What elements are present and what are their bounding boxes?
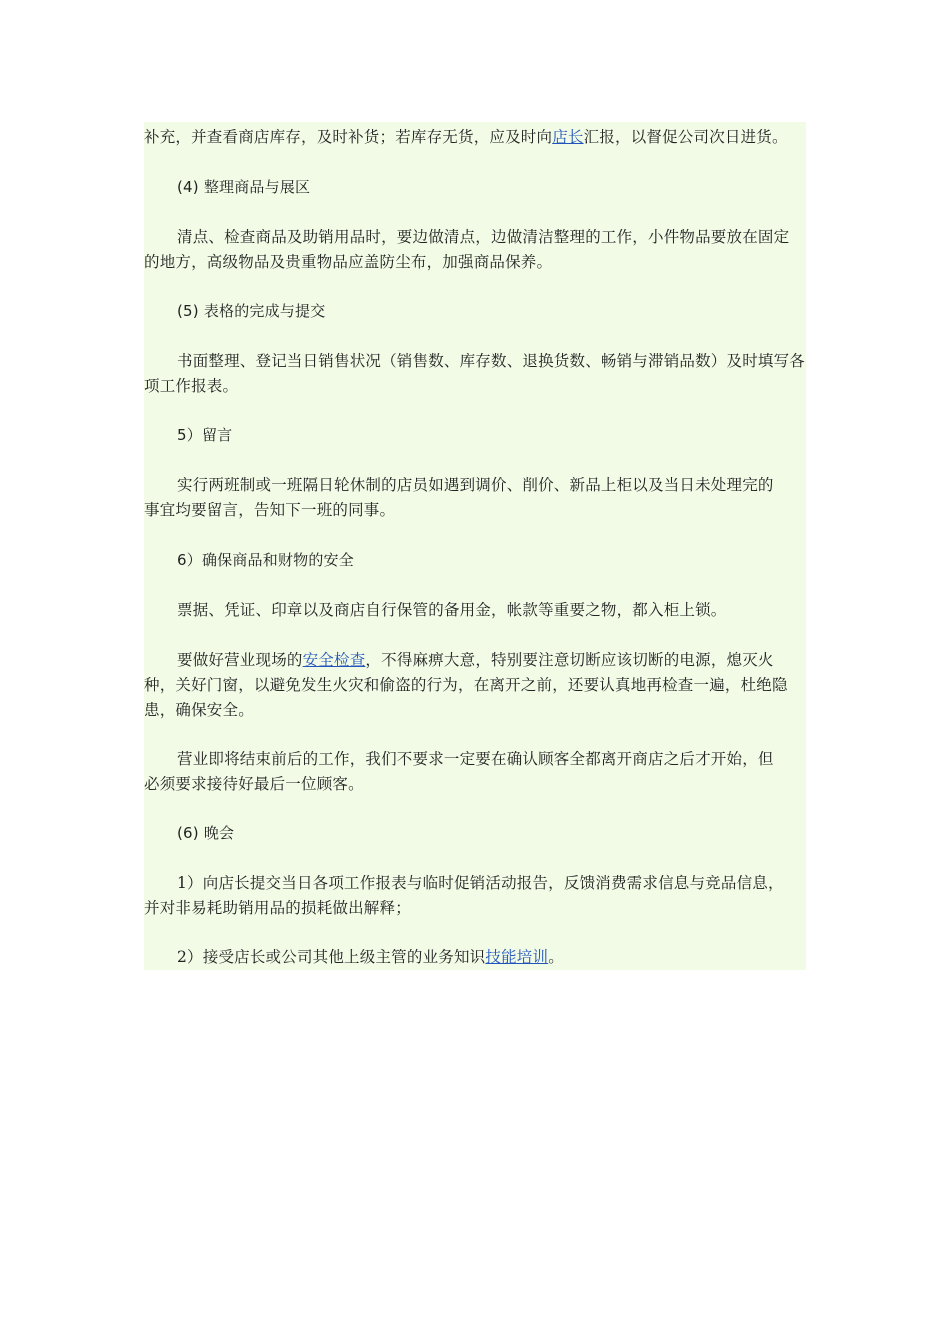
section-heading-safety: 6）确保商品和财物的安全	[177, 551, 354, 569]
section-heading-6: (6) 晚会	[177, 824, 235, 842]
paragraph-line: 1）向店长提交当日各项工作报表与临时促销活动报告，反馈消费需求信息与竞品信息，	[177, 874, 784, 892]
section-heading-message: 5）留言	[177, 426, 233, 444]
text-span: 。	[548, 948, 564, 966]
link-skill-training[interactable]: 技能培训	[485, 948, 549, 966]
paragraph-inventory-check	[144, 225, 806, 275]
section-heading-5: (5) 表格的完成与提交	[177, 302, 326, 320]
paragraph-training	[144, 945, 806, 970]
paragraph-line: 项工作报表。	[144, 377, 239, 395]
text-span: 汇报，以督促公司次日进货。	[583, 128, 788, 146]
text-span: ，不得麻痹大意，特别要注意切断应该切断的电源，熄灭火	[365, 651, 774, 669]
paragraph-line: 实行两班制或一班隔日轮休制的店员如遇到调价、削价、新品上柜以及当日未处理完的	[177, 476, 774, 494]
paragraph-line: 票据、凭证、印章以及商店自行保管的备用金，帐款等重要之物，都入柜上锁。	[177, 601, 727, 619]
paragraph-report-to-manager	[144, 871, 806, 921]
paragraph-closing-work	[144, 747, 806, 797]
paragraph-sales-report	[144, 349, 806, 399]
paragraph-line: 患，确保安全。	[144, 701, 254, 719]
text-span: 要做好营业现场的	[177, 651, 303, 669]
paragraph-line: 必须要求接待好最后一位顾客。	[144, 775, 364, 793]
paragraph-line	[144, 648, 806, 673]
link-store-manager[interactable]: 店长	[552, 128, 584, 146]
paragraph-line: 事宜均要留言，告知下一班的同事。	[144, 501, 396, 519]
paragraph-line	[144, 945, 806, 970]
paragraph-line: 种，关好门窗，以避免发生火灾和偷盗的行为，在离开之前，还要认真地再检查一遍，杜绝隐	[144, 676, 788, 694]
text-span: 补充，并查看商店库存，及时补货；若库存无货，应及时向	[144, 128, 553, 146]
text-span: 2）接受店长或公司其他上级主管的业务知识	[177, 948, 486, 966]
paragraph-line: 并对非易耗助销用品的损耗做出解释；	[144, 899, 411, 917]
paragraph-line: 书面整理、登记当日销售状况（销售数、库存数、退换货数、畅销与滞销品数）及时填写各	[177, 352, 806, 370]
paragraph-lock-valuables	[144, 598, 806, 623]
paragraph-safety-check	[144, 648, 806, 723]
link-safety-check[interactable]: 安全检查	[302, 651, 366, 669]
paragraph-line: 的地方，高级物品及贵重物品应盖防尘布，加强商品保养。	[144, 253, 553, 271]
paragraph-shift-message	[144, 473, 806, 523]
paragraph-line: 营业即将结束前后的工作，我们不要求一定要在确认顾客全都离开商店之后才开始，但	[177, 750, 774, 768]
article-body	[144, 122, 806, 970]
paragraph-line	[144, 125, 806, 150]
section-heading-4: (4) 整理商品与展区	[177, 178, 311, 196]
paragraph-line: 清点、检查商品及助销用品时，要边做清点，边做清洁整理的工作，小件物品要放在固定	[177, 228, 790, 246]
paragraph-restock	[144, 125, 806, 150]
